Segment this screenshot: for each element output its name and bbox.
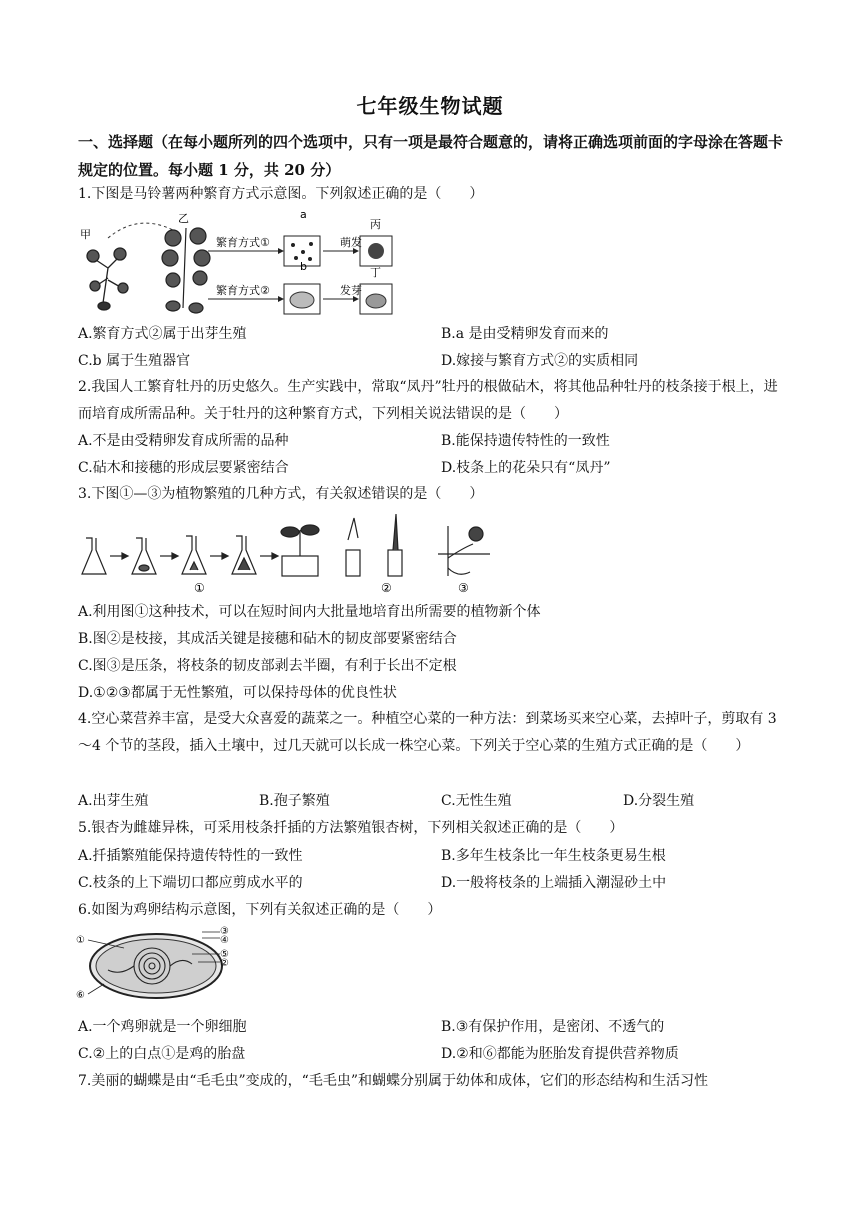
question-5-stem: 5.银杏为雌雄异株，可采用枝条扦插的方法繁殖银杏树，下列相关叙述正确的是（ ） [78,820,624,836]
egg-label-2: ② [220,958,229,969]
q1-option-b[interactable]: B.a 是由受精卵发育而来的 [441,326,609,342]
layering-illustration [438,526,490,576]
figure-label-1: ① [194,581,205,595]
label-jia: 甲 [80,228,91,241]
figure-label-3: ③ [458,581,469,595]
egg-label-6: ⑥ [76,990,85,1001]
label-b: b [300,260,307,273]
q2-option-b[interactable]: B.能保持遗传特性的一致性 [441,433,610,449]
q4-option-a[interactable]: A.出芽生殖 [78,793,149,809]
q5-option-c[interactable]: C.枝条的上下端切口都应剪成水平的 [78,875,303,891]
section-heading: 一、选择题（在每小题所列的四个选项中，只有一项是最符合题意的，请将正确选项前面的字母涂在答题卡规定的位置。每小题 1 分，共 20 分） [78,133,784,179]
potato-propagation-figure [78,208,398,320]
question-2-stem: 2.我国人工繁育牡丹的历史悠久。生产实践中，常取“凤丹”牡丹的根做砧木，将其他品种牡丹的枝条接于根上，进而培育成所需品种。关于牡丹的这种繁育方式，下列相关说法错误的是（ ） [78,379,778,422]
method-1-label: 繁育方式① [216,236,270,249]
q4-option-b[interactable]: B.孢子繁殖 [259,793,330,809]
page-title: 七年级生物试题 [356,94,504,118]
dashed-arrow [108,223,173,238]
q1-option-a[interactable]: A.繁育方式②属于出芽生殖 [78,326,247,342]
question-7-stem: 7.美丽的蝴蝶是由“毛毛虫”变成的，“毛毛虫”和蝴蝶分别属于幼体和成体，它们的形态结构和生活习性 [78,1073,708,1089]
egg-label-4: ④ [220,935,229,946]
q2-option-d[interactable]: D.枝条上的花朵只有“凤丹” [441,460,611,476]
q2-option-a[interactable]: A.不是由受精卵发育成所需的品种 [78,433,289,449]
q5-option-d[interactable]: D.一般将枝条的上端插入潮湿砂土中 [441,875,667,891]
tissue-culture-flasks [82,525,319,576]
q5-option-a[interactable]: A.扦插繁殖能保持遗传特性的一致性 [78,848,303,864]
q4-option-c[interactable]: C.无性生殖 [441,793,512,809]
q6-option-a[interactable]: A.一个鸡卵就是一个卵细胞 [78,1019,247,1035]
grafting-illustration [346,514,402,576]
figure-label-2: ② [381,581,392,595]
q4-option-d[interactable]: D.分裂生殖 [623,793,695,809]
q3-option-a[interactable]: A.利用图①这种技术，可以在短时间内大批量地培育出所需要的植物新个体 [78,604,541,620]
label-yi: 乙 [178,212,189,225]
q6-option-b[interactable]: B.③有保护作用，是密闭、不透气的 [441,1019,665,1035]
question-4-stem: 4.空心菜营养丰富，是受大众喜爱的蔬菜之一。种植空心菜的一种方法：到菜场买来空心菜，去掉叶子，剪取有 3～4 个节的茎段，插入土壤中，过几天就可以长成一株空心菜。下列关于空心菜的生殖方式正确的是（ ） [78,711,777,754]
potato-plant-yi [162,228,210,313]
q1-option-c[interactable]: C.b 属于生殖器官 [78,353,191,369]
q3-option-c[interactable]: C.图③是压条，将枝条的韧皮部剥去半圈，有利于长出不定根 [78,658,457,674]
egg-label-1: ① [76,935,85,946]
egg-label-3: ③ [220,926,229,937]
egg-label-5: ⑤ [220,949,229,960]
egg-structure-figure [74,926,234,1002]
sprout-label-2: 发芽 [340,284,362,297]
q3-option-d[interactable]: D.①②③都属于无性繁殖，可以保持母体的优良性状 [78,685,397,701]
plant-propagation-figure [78,508,498,598]
label-ding: 丁 [370,266,381,279]
q6-option-d[interactable]: D.②和⑥都能为胚胎发育提供营养物质 [441,1046,679,1062]
q6-option-c[interactable]: C.②上的白点①是鸡的胎盘 [78,1046,246,1062]
q2-option-c[interactable]: C.砧木和接穗的形成层要紧密结合 [78,460,289,476]
q1-option-d[interactable]: D.嫁接与繁育方式②的实质相同 [441,353,639,369]
question-1-stem: 1.下图是马铃薯两种繁育方式示意图。下列叙述正确的是（ ） [78,186,484,202]
q3-option-b[interactable]: B.图②是枝接，其成活关键是接穗和砧木的韧皮部要紧密结合 [78,631,457,647]
label-a: a [300,208,307,221]
question-6-stem: 6.如图为鸡卵结构示意图，下列有关叙述正确的是（ ） [78,902,442,918]
question-3-stem: 3.下图①—③为植物繁殖的几种方式，有关叙述错误的是（ ） [78,486,484,502]
label-bing: 丙 [370,218,381,231]
method-2-label: 繁育方式② [216,284,270,297]
q5-option-b[interactable]: B.多年生枝条比一年生枝条更易生根 [441,848,666,864]
potato-plant-jia [87,248,128,310]
sprout-label-1: 萌发 [340,236,362,249]
